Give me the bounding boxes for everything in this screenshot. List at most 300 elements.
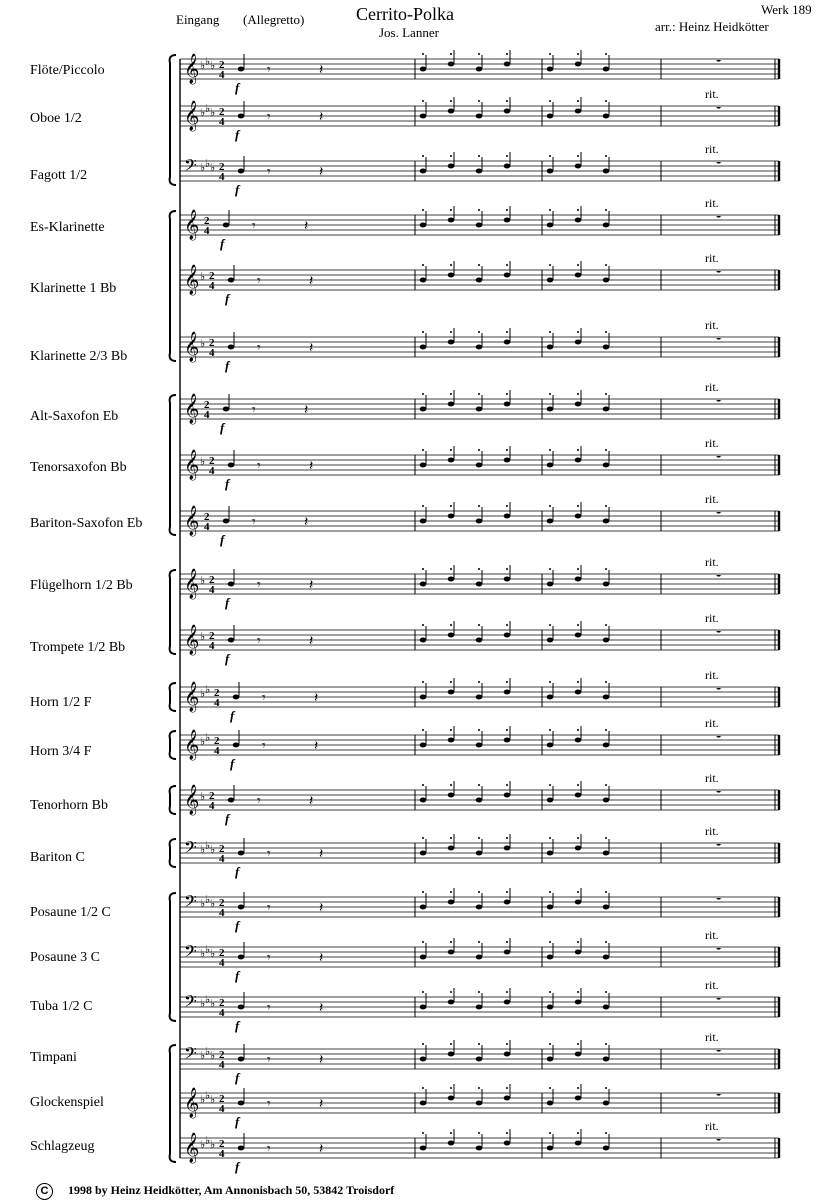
staccato-dot	[450, 1132, 452, 1134]
staccato-dot	[506, 331, 508, 333]
staccato-dot	[506, 155, 508, 157]
staccato-dot	[549, 624, 551, 626]
note-head	[238, 1101, 245, 1106]
staccato-dot	[506, 891, 508, 893]
time-signature: 4	[204, 521, 210, 533]
note-head	[476, 223, 483, 228]
composer: Jos. Lanner	[379, 25, 439, 40]
note-head	[476, 582, 483, 587]
staccato-dot	[549, 393, 551, 395]
note-head	[420, 798, 427, 803]
staccato-dot	[605, 941, 607, 943]
note-head	[420, 1146, 427, 1151]
treble-clef-icon: 𝄞	[184, 450, 200, 479]
time-signature: 4	[204, 225, 210, 237]
time-signature: 2	[219, 161, 225, 173]
note-head	[504, 577, 511, 582]
dynamic-forte: f	[225, 358, 230, 373]
group-bracket	[170, 211, 176, 361]
note-head	[476, 905, 483, 910]
note-head	[504, 340, 511, 345]
staccato-dot	[577, 449, 579, 451]
eighth-rest-icon: 𝄾	[267, 951, 271, 966]
dynamic-forte: f	[235, 127, 240, 142]
staccato-dot	[422, 264, 424, 266]
staccato-dot	[506, 624, 508, 626]
eighth-rest-icon: 𝄾	[257, 634, 261, 649]
time-signature: 4	[219, 1148, 225, 1160]
dynamic-forte: f	[225, 651, 230, 666]
quarter-rest-icon: 𝄽	[309, 341, 314, 356]
ritardando-marking: rit.	[705, 1119, 719, 1133]
staccato-dot	[577, 331, 579, 333]
group-bracket	[170, 839, 176, 867]
staccato-dot	[506, 991, 508, 993]
note-head	[547, 851, 554, 856]
whole-rest-icon: 𝄻	[716, 268, 722, 283]
note-head	[238, 1005, 245, 1010]
note-head	[504, 950, 511, 955]
staccato-dot	[422, 393, 424, 395]
note-head	[603, 278, 610, 283]
time-signature: 4	[209, 347, 215, 359]
instrument-label: Timpani	[30, 1050, 77, 1065]
flat-icon: ♭	[200, 948, 206, 960]
instrument-label: Posaune 3 C	[30, 950, 100, 965]
eighth-rest-icon: 𝄾	[252, 515, 256, 530]
note-head	[448, 62, 455, 67]
note-head	[476, 169, 483, 174]
note-head	[504, 900, 511, 905]
staccato-dot	[506, 941, 508, 943]
time-signature: 4	[219, 69, 225, 81]
group-bracket	[170, 893, 176, 1021]
staccato-dot	[549, 505, 551, 507]
note-head	[504, 793, 511, 798]
note-head	[547, 743, 554, 748]
flat-icon: ♭	[210, 162, 216, 174]
time-signature: 2	[209, 790, 215, 802]
note-head	[504, 633, 511, 638]
note-head	[448, 846, 455, 851]
dynamic-forte: f	[220, 532, 225, 547]
note-head	[603, 67, 610, 72]
note-head	[420, 638, 427, 643]
note-head	[504, 164, 511, 169]
time-signature: 2	[219, 1093, 225, 1105]
note-head	[575, 1000, 582, 1005]
note-head	[476, 1057, 483, 1062]
flat-icon: ♭	[200, 631, 206, 643]
whole-rest-icon: 𝄻	[716, 685, 722, 700]
flat-icon: ♭	[210, 107, 216, 119]
note-head	[223, 519, 230, 524]
staccato-dot	[422, 449, 424, 451]
note-head	[448, 950, 455, 955]
quarter-rest-icon: 𝄽	[319, 110, 324, 125]
note-head	[420, 851, 427, 856]
note-head	[448, 738, 455, 743]
staccato-dot	[549, 1087, 551, 1089]
note-head	[603, 519, 610, 524]
time-signature: 2	[209, 270, 215, 282]
note-head	[575, 514, 582, 519]
note-head	[603, 905, 610, 910]
whole-rest-icon: 𝄻	[716, 213, 722, 228]
quarter-rest-icon: 𝄽	[304, 515, 309, 530]
flat-icon: ♭	[205, 56, 211, 68]
whole-rest-icon: 𝄻	[716, 628, 722, 643]
dynamic-forte: f	[225, 595, 230, 610]
note-head	[238, 1057, 245, 1062]
treble-clef-icon: 𝄞	[184, 682, 200, 711]
note-head	[476, 1101, 483, 1106]
staccato-dot	[577, 1132, 579, 1134]
ritardando-marking: rit.	[705, 555, 719, 569]
note-head	[476, 1146, 483, 1151]
staccato-dot	[450, 100, 452, 102]
flat-icon: ♭	[205, 1046, 211, 1058]
staccato-dot	[577, 891, 579, 893]
flat-icon: ♭	[205, 1135, 211, 1147]
instrument-label: Klarinette 1 Bb	[30, 281, 117, 296]
instrument-label: Tenorhorn Bb	[30, 798, 108, 813]
note-head	[420, 955, 427, 960]
flat-icon: ♭	[210, 1050, 216, 1062]
flat-icon: ♭	[205, 840, 211, 852]
staccato-dot	[577, 393, 579, 395]
flat-icon: ♭	[205, 994, 211, 1006]
eighth-rest-icon: 𝄾	[267, 1053, 271, 1068]
ritardando-marking: rit.	[705, 318, 719, 332]
instrument-label: Oboe 1/2	[30, 111, 82, 126]
note-head	[448, 1000, 455, 1005]
staccato-dot	[450, 681, 452, 683]
staccato-dot	[577, 155, 579, 157]
note-head	[228, 582, 235, 587]
whole-rest-icon: 𝄻	[716, 788, 722, 803]
note-head	[504, 273, 511, 278]
flat-icon: ♭	[200, 162, 206, 174]
staccato-dot	[422, 568, 424, 570]
eighth-rest-icon: 𝄾	[252, 219, 256, 234]
quarter-rest-icon: 𝄽	[319, 951, 324, 966]
note-head	[603, 407, 610, 412]
instrument-label: Tenorsaxofon Bb	[30, 460, 127, 475]
staccato-dot	[549, 264, 551, 266]
note-head	[420, 743, 427, 748]
note-head	[547, 582, 554, 587]
note-head	[575, 577, 582, 582]
whole-rest-icon: 𝄻	[716, 335, 722, 350]
time-signature: 4	[209, 584, 215, 596]
time-signature: 2	[209, 337, 215, 349]
note-head	[547, 905, 554, 910]
eighth-rest-icon: 𝄾	[257, 459, 261, 474]
staccato-dot	[478, 1132, 480, 1134]
note-head	[575, 690, 582, 695]
whole-rest-icon: 𝄻	[716, 945, 722, 960]
staccato-dot	[549, 331, 551, 333]
time-signature: 2	[204, 399, 210, 411]
staccato-dot	[422, 1087, 424, 1089]
flat-icon: ♭	[205, 684, 211, 696]
whole-rest-icon: 𝄻	[716, 453, 722, 468]
arranger: arr.: Heinz Heidkötter	[655, 19, 769, 34]
ritardando-marking: rit.	[705, 771, 719, 785]
eighth-rest-icon: 𝄾	[257, 578, 261, 593]
note-head	[603, 223, 610, 228]
dynamic-forte: f	[230, 756, 235, 771]
staccato-dot	[450, 331, 452, 333]
note-head	[476, 114, 483, 119]
note-head	[420, 905, 427, 910]
eighth-rest-icon: 𝄾	[257, 341, 261, 356]
note-head	[228, 798, 235, 803]
staccato-dot	[577, 505, 579, 507]
note-head	[547, 407, 554, 412]
staccato-dot	[422, 624, 424, 626]
note-head	[603, 1005, 610, 1010]
dynamic-forte: f	[225, 291, 230, 306]
note-head	[575, 1052, 582, 1057]
treble-clef-icon: 𝄞	[184, 506, 200, 535]
quarter-rest-icon: 𝄽	[319, 847, 324, 862]
staccato-dot	[577, 1087, 579, 1089]
ritardando-marking: rit.	[705, 824, 719, 838]
time-signature: 2	[219, 1138, 225, 1150]
flat-icon: ♭	[205, 944, 211, 956]
ritardando-marking: rit.	[705, 196, 719, 210]
ritardando-marking: rit.	[705, 87, 719, 101]
note-head	[603, 695, 610, 700]
instrument-label: Schlagzeug	[30, 1139, 95, 1154]
staccato-dot	[422, 1132, 424, 1134]
note-head	[575, 62, 582, 67]
instrument-label: Alt-Saxofon Eb	[30, 409, 119, 424]
staccato-dot	[506, 449, 508, 451]
staccato-dot	[478, 53, 480, 55]
note-head	[238, 169, 245, 174]
note-head	[476, 638, 483, 643]
note-head	[448, 690, 455, 695]
staccato-dot	[549, 568, 551, 570]
staccato-dot	[506, 264, 508, 266]
note-head	[420, 169, 427, 174]
note-head	[448, 793, 455, 798]
time-signature: 4	[219, 907, 225, 919]
group-bracket	[170, 1045, 176, 1162]
note-head	[603, 638, 610, 643]
staccato-dot	[422, 784, 424, 786]
note-head	[476, 345, 483, 350]
time-signature: 4	[209, 640, 215, 652]
time-signature: 4	[219, 171, 225, 183]
staccato-dot	[422, 681, 424, 683]
whole-rest-icon: 𝄻	[716, 397, 722, 412]
flat-icon: ♭	[200, 271, 206, 283]
note-head	[603, 851, 610, 856]
werk-number: Werk 189	[761, 2, 812, 17]
staccato-dot	[549, 53, 551, 55]
note-head	[476, 743, 483, 748]
dynamic-forte: f	[235, 1070, 240, 1085]
note-head	[504, 1052, 511, 1057]
treble-clef-icon: 𝄞	[184, 54, 200, 83]
staccato-dot	[605, 1043, 607, 1045]
ritardando-marking: rit.	[705, 1030, 719, 1044]
staccato-dot	[422, 941, 424, 943]
note-head	[448, 633, 455, 638]
note-head	[228, 345, 235, 350]
staccato-dot	[478, 393, 480, 395]
staccato-dot	[478, 729, 480, 731]
eighth-rest-icon: 𝄾	[262, 691, 266, 706]
whole-rest-icon: 𝄻	[716, 1047, 722, 1062]
staccato-dot	[577, 209, 579, 211]
staccato-dot	[422, 505, 424, 507]
staccato-dot	[549, 1043, 551, 1045]
treble-clef-icon: 𝄞	[184, 730, 200, 759]
note-head	[448, 900, 455, 905]
note-head	[476, 1005, 483, 1010]
staccato-dot	[422, 1043, 424, 1045]
note-head	[575, 273, 582, 278]
staccato-dot	[478, 449, 480, 451]
group-bracket	[170, 786, 176, 814]
ritardando-marking: rit.	[705, 928, 719, 942]
staccato-dot	[450, 155, 452, 157]
note-head	[476, 67, 483, 72]
group-bracket	[170, 683, 176, 711]
copyright-icon: C	[36, 1183, 53, 1200]
time-signature: 2	[219, 897, 225, 909]
eighth-rest-icon: 𝄾	[262, 739, 266, 754]
note-head	[420, 582, 427, 587]
staccato-dot	[605, 393, 607, 395]
note-head	[420, 519, 427, 524]
staccato-dot	[450, 624, 452, 626]
note-head	[575, 950, 582, 955]
flat-icon: ♭	[200, 1094, 206, 1106]
staccato-dot	[478, 837, 480, 839]
quarter-rest-icon: 𝄽	[314, 691, 319, 706]
note-head	[603, 582, 610, 587]
staccato-dot	[450, 941, 452, 943]
note-head	[547, 955, 554, 960]
ritardando-marking: rit.	[705, 668, 719, 682]
staccato-dot	[422, 100, 424, 102]
staccato-dot	[422, 837, 424, 839]
time-signature: 2	[219, 843, 225, 855]
note-head	[420, 1005, 427, 1010]
instrument-label: Flügelhorn 1/2 Bb	[30, 578, 133, 593]
whole-rest-icon: 𝄻	[716, 159, 722, 174]
eighth-rest-icon: 𝄾	[267, 165, 271, 180]
staccato-dot	[478, 100, 480, 102]
staccato-dot	[422, 331, 424, 333]
eighth-rest-icon: 𝄾	[267, 1142, 271, 1157]
staccato-dot	[450, 1087, 452, 1089]
staccato-dot	[577, 624, 579, 626]
group-bracket	[170, 570, 176, 654]
staccato-dot	[605, 331, 607, 333]
note-head	[547, 345, 554, 350]
quarter-rest-icon: 𝄽	[319, 1001, 324, 1016]
whole-rest-icon: 𝄻	[716, 57, 722, 72]
flat-icon: ♭	[200, 688, 206, 700]
instrument-label: Es-Klarinette	[30, 220, 105, 235]
quarter-rest-icon: 𝄽	[309, 578, 314, 593]
staccato-dot	[450, 449, 452, 451]
treble-clef-icon: 𝄞	[184, 101, 200, 130]
staccato-dot	[478, 264, 480, 266]
note-head	[603, 463, 610, 468]
quarter-rest-icon: 𝄽	[319, 1097, 324, 1112]
instrument-label: Trompete 1/2 Bb	[30, 640, 126, 655]
note-head	[547, 67, 554, 72]
note-head	[448, 577, 455, 582]
time-signature: 2	[214, 687, 220, 699]
eighth-rest-icon: 𝄾	[267, 847, 271, 862]
staccato-dot	[605, 991, 607, 993]
staccato-dot	[605, 837, 607, 839]
dynamic-forte: f	[235, 864, 240, 879]
note-head	[603, 1146, 610, 1151]
note-head	[603, 114, 610, 119]
flat-icon: ♭	[205, 732, 211, 744]
note-head	[504, 458, 511, 463]
staccato-dot	[605, 449, 607, 451]
quarter-rest-icon: 𝄽	[319, 1142, 324, 1157]
eighth-rest-icon: 𝄾	[257, 794, 261, 809]
whole-rest-icon: 𝄻	[716, 104, 722, 119]
note-head	[547, 114, 554, 119]
note-head	[504, 109, 511, 114]
note-head	[420, 1057, 427, 1062]
instrument-label: Tuba 1/2 C	[30, 999, 93, 1014]
time-signature: 2	[219, 947, 225, 959]
staccato-dot	[605, 209, 607, 211]
staccato-dot	[605, 729, 607, 731]
bass-clef-icon: 𝄢	[184, 943, 197, 965]
note-head	[233, 743, 240, 748]
note-head	[504, 1096, 511, 1101]
ritardando-marking: rit.	[705, 716, 719, 730]
group-bracket	[170, 731, 176, 759]
footer	[36, 1183, 394, 1200]
note-head	[420, 1101, 427, 1106]
flat-icon: ♭	[200, 844, 206, 856]
flat-icon: ♭	[200, 1139, 206, 1151]
staccato-dot	[549, 729, 551, 731]
time-signature: 4	[209, 280, 215, 292]
note-head	[575, 633, 582, 638]
staccato-dot	[478, 891, 480, 893]
staccato-dot	[478, 681, 480, 683]
note-head	[504, 690, 511, 695]
staccato-dot	[506, 681, 508, 683]
staccato-dot	[506, 1043, 508, 1045]
note-head	[420, 463, 427, 468]
staccato-dot	[422, 991, 424, 993]
flat-icon: ♭	[200, 456, 206, 468]
staccato-dot	[577, 991, 579, 993]
note-head	[420, 407, 427, 412]
note-head	[603, 345, 610, 350]
note-head	[448, 458, 455, 463]
note-head	[575, 402, 582, 407]
